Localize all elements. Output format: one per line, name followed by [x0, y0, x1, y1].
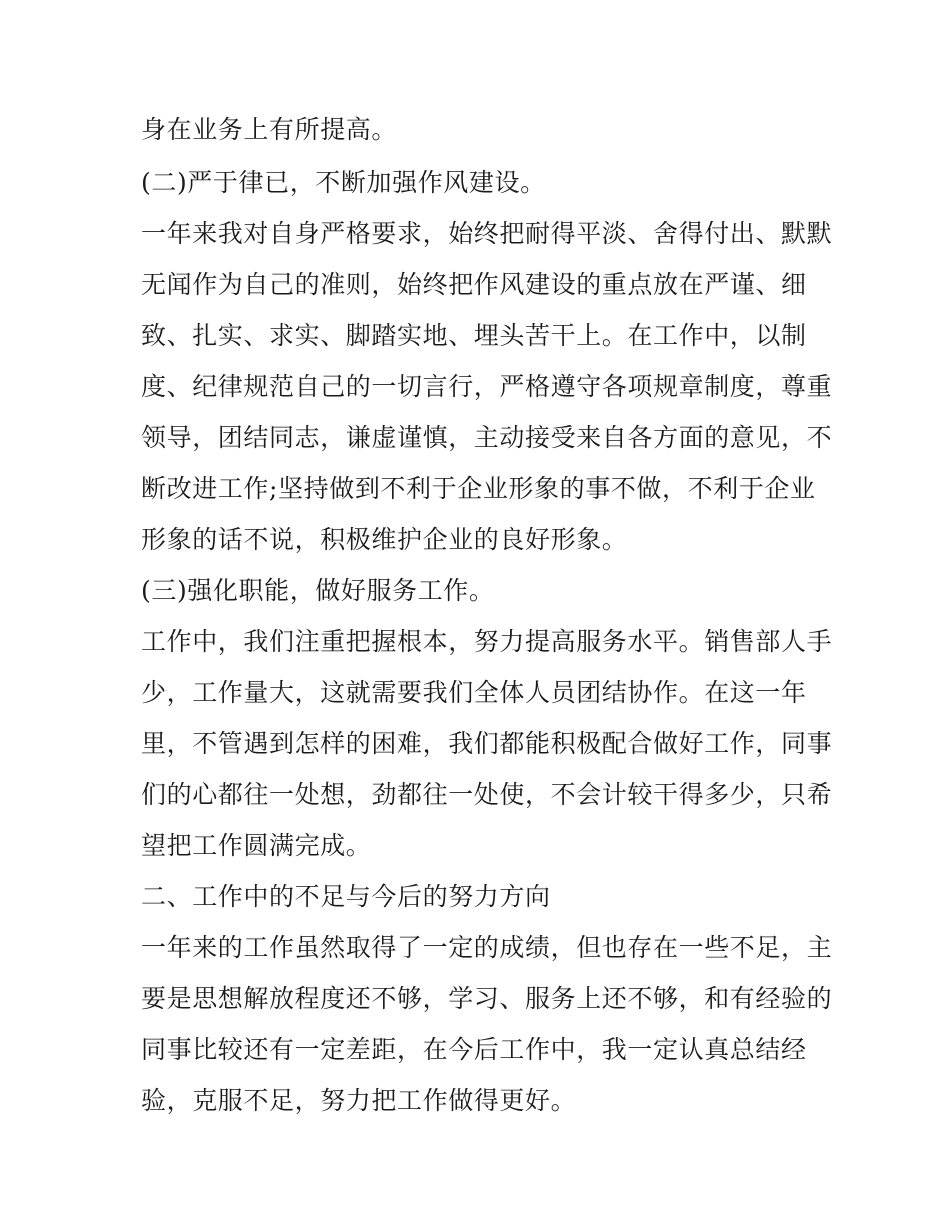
text-line-6: 度、纪律规范自己的一切言行，严格遵守各项规章制度，尊重	[141, 372, 833, 401]
text-line-19: 同事比较还有一定差距，在今后工作中，我一定认真总结经	[141, 1035, 807, 1064]
text-line-3: 一年来我对自身严格要求，始终把耐得平淡、舍得付出、默默	[141, 219, 833, 248]
text-line-12: 少，工作量大，这就需要我们全体人员团结协作。在这一年	[141, 678, 807, 707]
section-heading-3: (三)强化职能，做好服务工作。	[141, 576, 495, 605]
text-line-17: 一年来的工作虽然取得了一定的成绩，但也存在一些不足，主	[141, 933, 833, 962]
text-line-4: 无闻作为自己的准则，始终把作风建设的重点放在严谨、细	[141, 270, 807, 299]
text-line-9: 形象的话不说，积极维护企业的良好形象。	[141, 525, 628, 554]
text-line-7: 领导，团结同志，谦虚谨慎，主动接受来自各方面的意见，不	[141, 423, 833, 452]
text-line-14: 们的心都往一处想，劲都往一处使，不会计较干得多少，只希	[141, 780, 833, 809]
text-line-5: 致、扎实、求实、脚踏实地、埋头苦干上。在工作中，以制	[141, 321, 807, 350]
text-line-1: 身在业务上有所提高。	[141, 115, 398, 144]
text-line-11: 工作中，我们注重把握根本，努力提高服务水平。销售部人手	[141, 627, 833, 656]
section-heading-2: (二)严于律已，不断加强作风建设。	[141, 168, 546, 197]
text-line-20: 验，克服不足，努力把工作做得更好。	[141, 1086, 577, 1115]
text-line-13: 里，不管遇到怎样的困难，我们都能积极配合做好工作，同事	[141, 729, 833, 758]
text-line-8: 断改进工作;坚持做到不利于企业形象的事不做，不利于企业	[141, 474, 816, 503]
text-line-15: 望把工作圆满完成。	[141, 831, 372, 860]
section-heading-shortcomings: 二、工作中的不足与今后的努力方向	[141, 882, 551, 911]
text-line-18: 要是思想解放程度还不够，学习、服务上还不够，和有经验的	[141, 984, 833, 1013]
